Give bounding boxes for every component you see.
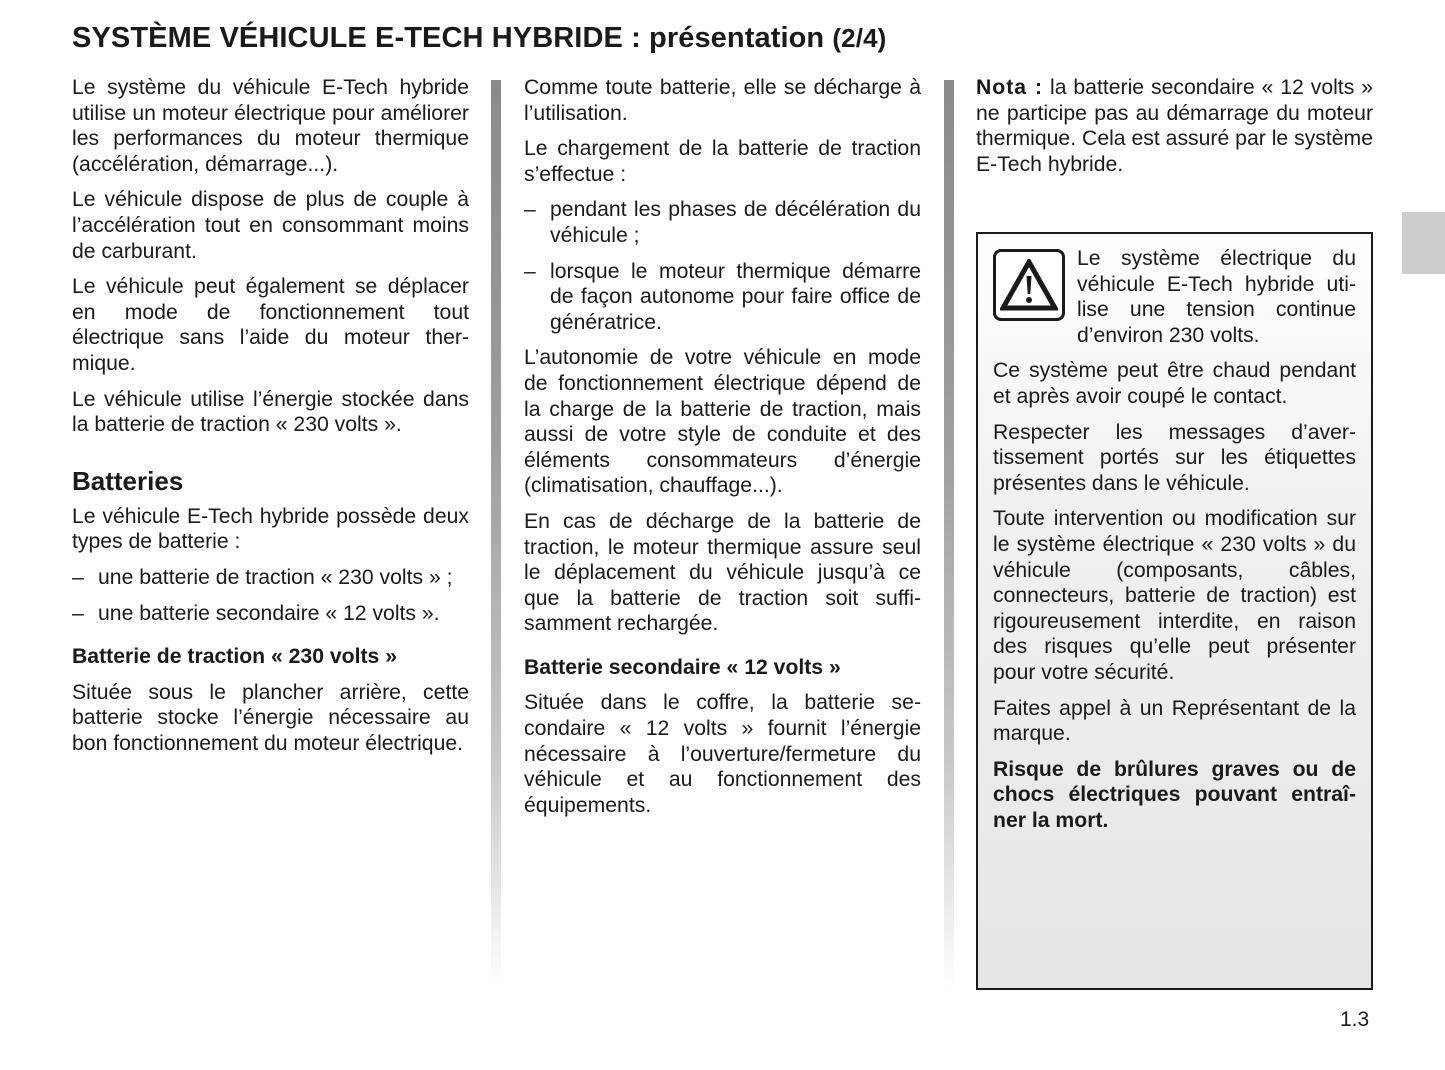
column-separator <box>944 80 954 990</box>
warning-triangle-icon-glyph <box>1000 259 1058 311</box>
nota-text: la batterie secondaire « 12 volts » ne participe pas au démarrage du moteur thermique. Cela est assuré par le système E-Tech hybride. <box>976 76 1373 176</box>
paragraph: Le système du véhicule E-Tech hybride utilise un moteur électrique pour améliorer les performances du moteur thermique (accélération, démarrage...). <box>72 76 469 176</box>
warning-paragraph: Toute intervention ou modification sur le système électrique « 230 volts » du véhicule (composants, câbles, connecteurs, batterie de traction) est rigoureusement interdite, en raison des risques qu’elle peut présenter pour votre sécurité. <box>993 507 1356 684</box>
warning-box <box>976 232 1373 990</box>
column-separator <box>491 80 501 990</box>
section-thumb-tab <box>1402 212 1445 274</box>
warning-paragraph: Faites appel à un Représentant de la marque. <box>993 696 1356 746</box>
warning-intro: Le système électrique du véhicule E-Tech hybride utilise une tension continue d’environ 230 volts. <box>1077 247 1356 347</box>
list-item: – pendant les phases de décélération du véhicule ; <box>524 197 921 248</box>
warning-triangle-icon <box>993 249 1065 321</box>
paragraph: Le chargement de la batterie de traction s’effectue : <box>524 137 921 186</box>
traction-battery-text: Située sous le plancher arrière, cette batterie stocke l’énergie nécessaire au bon fonctionnement du moteur électrique. <box>72 680 469 755</box>
battery-types-list <box>72 565 469 626</box>
page-title <box>72 22 886 55</box>
batteries-intro: Le véhicule E-Tech hybride possède deux types de batterie : <box>72 504 469 554</box>
list-item: – lorsque le moteur thermique démarre de façon autonome pour faire office de génératrice. <box>524 259 921 336</box>
paragraph: Le véhicule utilise l’énergie stockée dans la batterie de traction « 230 volts ». <box>72 387 469 437</box>
batteries-heading: Batteries <box>72 465 184 496</box>
paragraph: Le véhicule dispose de plus de couple à l’accélération tout en consommant moins de carburant. <box>72 188 469 263</box>
list-item: – une batterie secondaire « 12 volts ». <box>72 601 469 627</box>
paragraph: L’autonomie de votre véhicule en mode de fonctionnement électrique dépend de la charge de la batterie de traction, mais aussi de votre style de conduite et des éléments consommateurs d’énergie (climatisation, chauffage...). <box>524 346 921 498</box>
charging-list <box>524 197 921 335</box>
warning-danger-text: Risque de brûlures graves ou de chocs électriques pouvant entraîner la mort. <box>993 757 1356 832</box>
paragraph: Le véhicule peut également se déplacer en mode de fonctionnement tout électrique sans l’aide du moteur thermique. <box>72 275 469 375</box>
paragraph: En cas de décharge de la batterie de traction, le moteur thermique assure seul le déplacement du véhicule jusqu’à ce que la batterie de traction soit suffisamment rechargée. <box>524 509 921 636</box>
column-2 <box>524 75 921 828</box>
column-3 <box>976 75 1373 187</box>
secondary-battery-heading: Batterie secondaire « 12 volts » <box>524 655 841 679</box>
column-1 <box>72 75 469 766</box>
page-number: 1.3 <box>1340 1008 1370 1031</box>
list-item: – une batterie de traction « 230 volts » ; <box>72 565 469 591</box>
title-main: SYSTÈME VÉHICULE E-TECH HYBRIDE : présentation <box>72 22 825 54</box>
warning-paragraph: Respecter les messages d’avertissement portés sur les étiquettes présentes dans le véhicule. <box>993 420 1356 495</box>
warning-header <box>993 246 1356 348</box>
nota-note <box>976 75 1373 177</box>
traction-battery-heading: Batterie de traction « 230 volts » <box>72 645 398 669</box>
warning-paragraph: Ce système peut être chaud pendant et après avoir coupé le contact. <box>993 359 1356 408</box>
paragraph: Comme toute batterie, elle se décharge à l’utilisation. <box>524 76 921 125</box>
title-page-indicator: (2/4) <box>832 23 887 53</box>
secondary-battery-text: Située dans le coffre, la batterie secondaire « 12 volts » fournit l’énergie nécessaire à l’ouverture/fermeture du véhicule et au fonctionnement des équipements. <box>524 691 921 817</box>
nota-label: Nota : <box>976 76 1044 99</box>
